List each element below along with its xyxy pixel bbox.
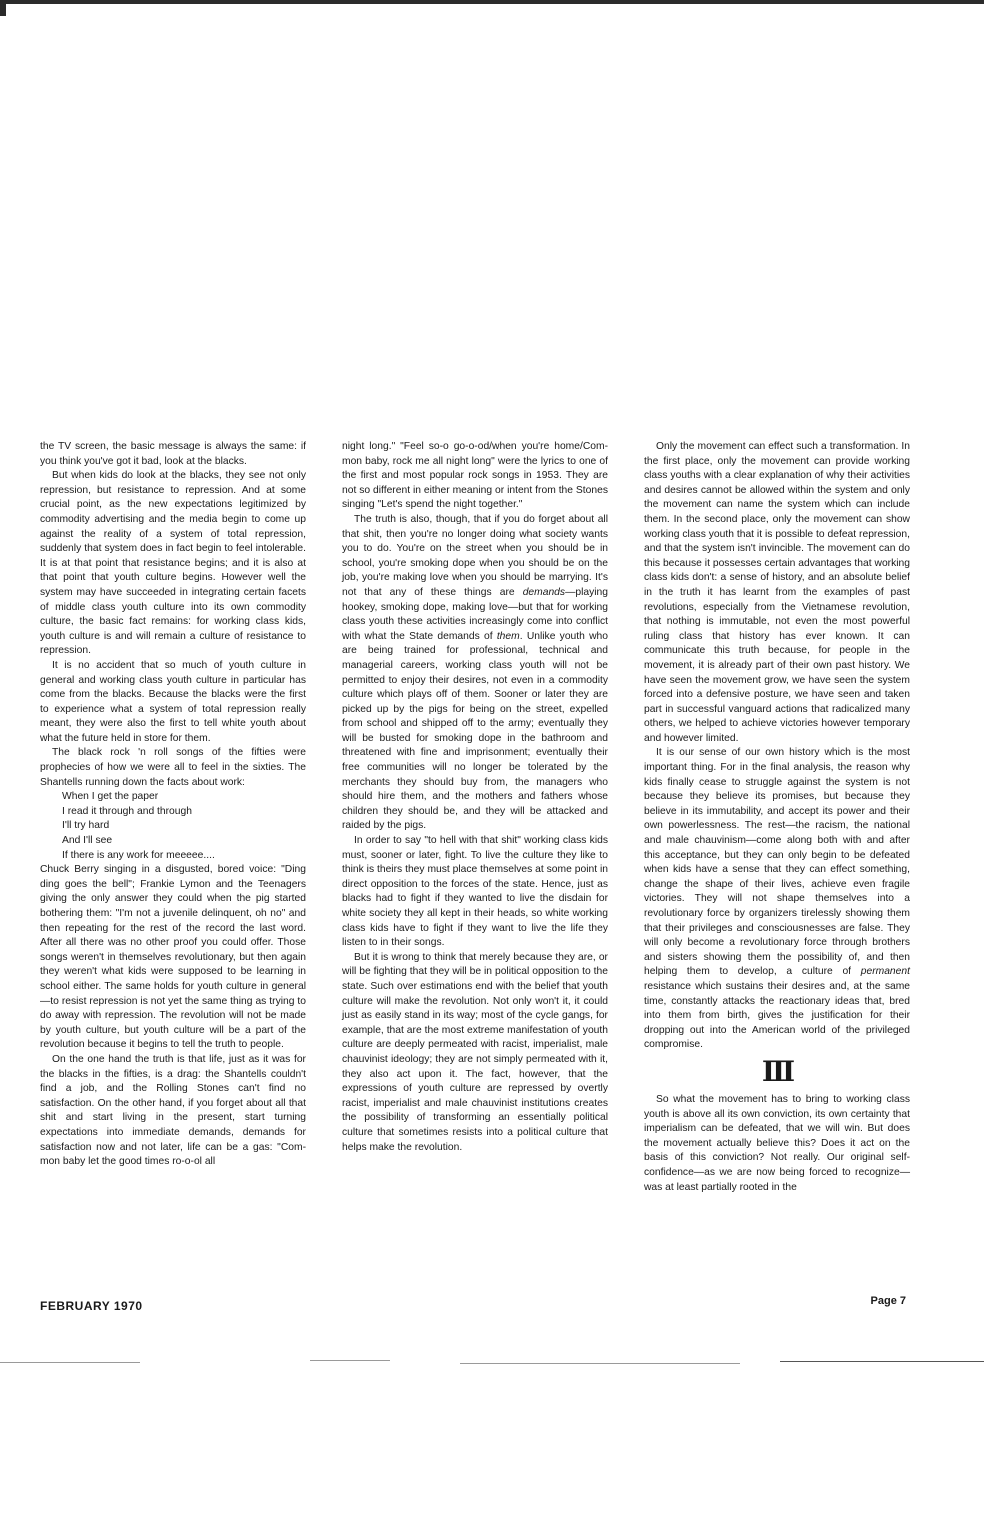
paragraph [342, 513, 608, 834]
lyric-line: I read it through and through [62, 805, 192, 817]
scan-artifact-line [460, 1363, 740, 1364]
emphasis-permanent: permanent [860, 966, 910, 978]
top-border-line [0, 0, 984, 4]
scan-artifact-line [0, 1362, 140, 1363]
paragraph: Only the movement can effect such a transformation. In the first place, only the movement can provide working class youths with a clear explanation of why their activities and desires cannot be allowed within the system and only the movement can name the system which can include them. In the second place, only the movement can show working class youth that it is possible to defeat repression, and that the system isn't invincible. The movement can do this because it possesses certain advantages that working class kids don't: a sense of history, and an absolute belief in the truth it has learnt from the examples of past revolutions, especially from the Vietnamese revolution, that nothing is immutable, not even the most powerful ruling class that history has ever known. It can communicate this truth because, for people in the movement, it is already part of their own past history. We have seen the movement grow, we have seen the system forced into a defensive posture, we have seen and taken part in successful vanguard actions that radicalized many others, we helped to achieve victories however temporary and however limited. [644, 441, 910, 744]
paragraph: It is no accident that so much of youth culture in general and working class youth culture in particular has come from the blacks. Because the blacks were the first to experience what a system of total repression really meant, they were also the first to tell white youth about what the future held in store for them. [40, 659, 306, 744]
emphasis-demands: demands [522, 586, 566, 598]
text-run: resistance which sustains their desires and, at the same time, constantly attacks the reactionary ideas that, bred into them from birth, gives the justification for their dropping out into the American world of the privileged compromise. [644, 980, 910, 1051]
paragraph: On the one hand the truth is that life, just as it was for the blacks in the fifties, is a drag: the Shantells couldn't find a job, and the Rolling Stones can't find no satisfaction. On the other hand, if you forget about all that shit and start living in the present, start turning expectations into immediate demands, demands for satisfaction now and not later, life can be a gas: "Com-mon baby let the good times ro-o-ol all [40, 1053, 306, 1168]
lyric-line: And I'll see [62, 835, 113, 847]
text-run: It is our sense of our own history which is the most important thing. For in the final analysis, the reason why kids finally cease to struggle against the system is not because they believe its promises, but because they believe in its immutability, and accept its power and their own powerlessness. The rest—the racism, the national and male chauvinism—come along both with and after this acceptance, but they can only begin to be defeated when kids have a sense that they can effect something, change the shape of their lives, achieve even fragile victories. They will not shape themselves into a revolutionary force by organizers tirelessly showing them that their privileges and consciousnesses are false. They will only become a revolutionary force through brothers and sisters showing them the possibility of, and then helping them to develop, a culture of [644, 747, 910, 978]
text-run: The truth is also, though, that if you do forget about all that shit, then you're no longer doing what society wants you to do. You're on the street when you should be in school, you're smoking dope when you should be on the job, you're making love when you should be marrying. It's not that any of these things are [342, 513, 608, 598]
paragraph: In order to say "to hell with that shit" working class kids must, sooner or later, fight. To live the culture they like to think is theirs they must place themselves at some point in direct opposition to the forces of the state. Hence, just as blacks had to fight if they wanted to live the disdain for white society they all kept in their heads, so white working class kids have to fight if they want to live the life they listen to in their songs. [342, 835, 608, 949]
text-column-1 [40, 440, 306, 1170]
text-run: . Unlike youth who are being trained for professional, technical and managerial careers, working class youth will not be permitted to enjoy their desires, not even in a commodity culture which plays off of them. Sooner or later they are picked up by the pigs for being on the street, expelled from school and shipped off to the army; eventually they will be busted for smoking dope in the bathroom and threatened with fine and imprisonment; eventually their free communities will no longer be tolerated by the merchants they should buy from, the managers who should hire them, and the mothers and fathers whose children they should be, and they will be attacked and raided by the pigs. [342, 630, 608, 832]
paragraph: Chuck Berry singing in a disgusted, bored voice: "Ding ding goes the bell"; Frankie Lymon and the Teenagers giving the only answer they could when the pig started bothering them: "I'm not a juvenile delinquent, oh no" and then repeating for the rest of the record the last word. After all there was no other proof you could offer. Those songs weren't in themselves revolutionary, but then again they weren't what kids were supposed to be learning in school either. The same holds for youth culture in general—to resist repression is not yet the same thing as trying to do away with repression. The revolution will not be made by youth culture, but youth culture will be a part of the revolution because it begins to tell the truth to people. [40, 864, 306, 1051]
lyric-line: When I get the paper [62, 791, 159, 803]
paragraph: But when kids do look at the blacks, they see not only repression, but resistance to repression. And at some crucial point, as the new expectations legitimized by commodity advertising and the media begin to come up against the reality of a system of total repression, suddenly that system does in fact begin to feel intolerable. It is at that point that resistance begins; and it is also at that point that youth culture begins. However well the system may have succeeded in integrating certain facets of middle class youth culture into its own commodity culture, the basic fact remains: for working class kids, youth culture is and will remain a culture of resistance to repression. [40, 470, 306, 657]
paragraph: So what the movement has to bring to working class youth is above all its own conviction, its own certainty that imperialism can be defeated, that we will win. But does the movement actually believe this? Does it act on the basis of this conviction? Not really. Our original self-confidence—as we are now being forced to recognize—was at least partially rooted in the [644, 1093, 910, 1193]
lyric-line: I'll try hard [62, 820, 110, 832]
text-run: —playing hookey, smoking dope, making love—but that for working class youth these activities increasingly come into conflict with what the State demands of [342, 586, 608, 642]
scan-artifact-line [310, 1360, 390, 1361]
section-numeral: III [761, 1054, 793, 1088]
paragraph: The black rock 'n roll songs of the fifties were prophecies of how we were all to feel in the sixties. The Shantells running down the facts about work: [40, 747, 306, 788]
lyric-line: If there is any work for meeeee.... [62, 849, 215, 861]
paragraph [644, 746, 910, 1052]
issue-date: FEBRUARY 1970 [40, 1299, 143, 1313]
text-column-2 [342, 440, 608, 1155]
corner-mark [0, 0, 6, 16]
page-number: Page 7 [870, 1295, 906, 1307]
paragraph: night long." "Feel so-o go-o-od/when you're home/Com-mon baby, rock me all night long" were the lyrics to one of the first and most popular rock songs in 1953. They are not so different in either meaning or intent from the Stones singing "Let's spend the night together." [342, 441, 608, 511]
scan-artifact-line [780, 1361, 984, 1362]
paragraph: the TV screen, the basic message is always the same: if you think you've got it bad, look at the blacks. [40, 441, 306, 467]
paragraph: But it is wrong to think that merely because they are, or will be fighting that they will be in political opposition to the state. Such over estimations end with the belief that youth culture will make the revolution. Not only won't it, it could just as easily stand in its way; most of the cycle gangs, for example, that are the most extreme manifestation of youth culture are deeply permeated with racist, imperialist, male chauvinist ideology; they are not simply permeated with it, they also act upon it. The fact, however, that the expressions of youth culture are repressed by overtly racist, imperialist and male chauvinist institutions creates the possibility of transforming an essentially political culture that sometimes resists into a political culture that helps make the revolution. [342, 951, 608, 1153]
text-column-3 [644, 440, 910, 1195]
emphasis-them: them [496, 630, 520, 642]
